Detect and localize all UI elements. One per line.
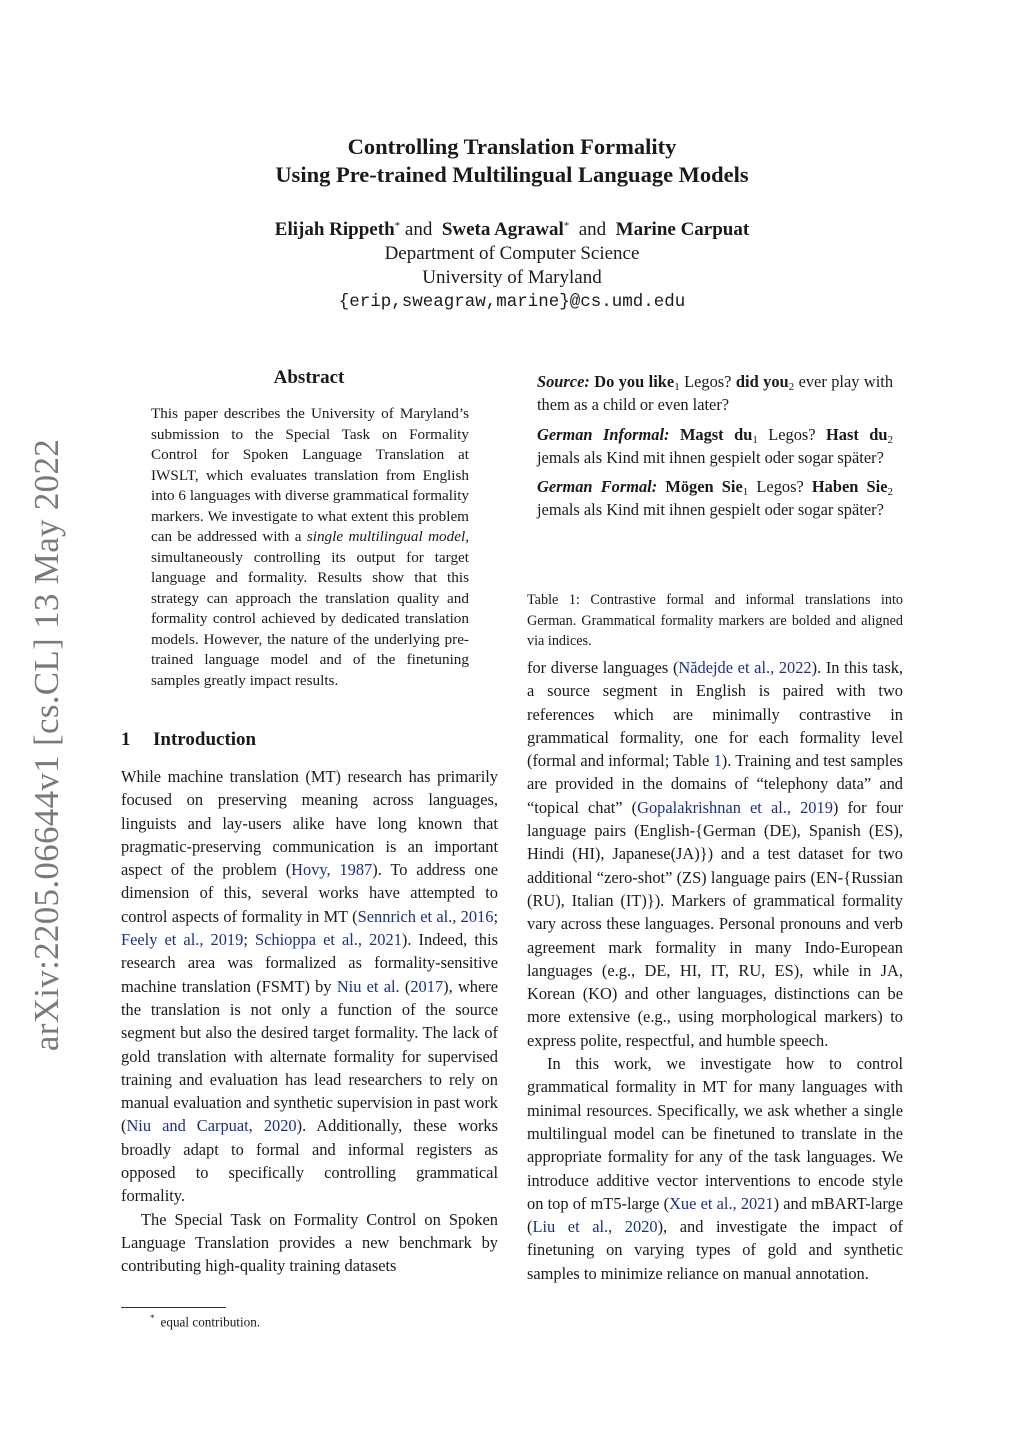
introduction-text bbox=[121, 765, 498, 1278]
paper-title bbox=[160, 133, 864, 189]
author-names: Elijah Rippeth* and Sweta Agrawal* and Marine Carpuat bbox=[274, 219, 750, 240]
table-caption: Table 1: Contrastive formal and informal translations into German. Grammatical formality markers are bolded and aligned via indices. bbox=[527, 592, 903, 649]
citation-link[interactable]: Feely et al., 2019 bbox=[121, 930, 244, 950]
citation-link[interactable]: Hovy, 1987 bbox=[291, 860, 373, 880]
citation-link[interactable]: Niu and Carpuat, 2020 bbox=[126, 1116, 297, 1136]
citation-link[interactable]: Gopalakrishnan et al., 2019 bbox=[637, 797, 833, 817]
citation-link[interactable]: Sennrich et al., 2016 bbox=[357, 906, 494, 926]
section-heading-introduction: 1 Introduction bbox=[121, 729, 257, 750]
citation-link[interactable]: Xue et al., 2021 bbox=[669, 1193, 774, 1213]
citation-link[interactable]: Niu et al. bbox=[336, 976, 400, 996]
example-source: Source: Do you like$_1$ Legos? did you$_2$ ever play with them as a child or even later? bbox=[537, 372, 894, 415]
citation-link[interactable]: Liu et al., 2020 bbox=[532, 1217, 658, 1237]
right-paragraph-2: In this work, we investigate how to control grammatical formality in MT for many languages with minimal resources. Specifically, we ask whether a single multilingual model can be finetuned to translate in the appropriate formality for any of the task languages. We introduce additive vector interventions to encode style on top of mT5-large (Xue et al., 2021) and mBART-large (Liu et al., 2020), and investigate the impact of finetuning on varying types of gold and synthetic samples to minimize reliance on manual annotation. bbox=[527, 1054, 904, 1283]
author-carpuat: Marine Carpuat bbox=[615, 219, 750, 240]
author-agrawal: Sweta Agrawal bbox=[441, 219, 564, 240]
author-block bbox=[160, 218, 864, 314]
citation-link[interactable]: Nădejde et al., 2022 bbox=[678, 658, 812, 677]
citation-link[interactable]: Schioppa et al., 2021 bbox=[254, 930, 402, 950]
table-reference-link[interactable]: 1 bbox=[713, 751, 722, 771]
abstract-heading: Abstract bbox=[273, 367, 345, 388]
right-column-text bbox=[527, 656, 903, 1285]
arxiv-id: arXiv:2205.06644v1 [cs.CL] 13 May 2022 bbox=[27, 438, 66, 1052]
abstract-text: This paper describes the University of Maryland’s submission to the Special Task on Formality Control for Spoken Language Translation at IWSLT, which evaluates translation from English into 6 languages with diverse grammatical formality markers. We investigate to what extent this problem can be addressed with a single multilingual model, simultaneously controlling its output for target language and formality. Results show that this strategy can approach the translation quality and formality control achieved by dedicated translation models. However, the nature of the underlying pre-trained language model and of the finetuning samples greatly impact results. bbox=[151, 405, 470, 689]
affiliation-department: Department of Computer Science bbox=[384, 243, 640, 264]
intro-paragraph-2: The Special Task on Formality Control on Spoken Language Translation provides a new benchmark by contributing high-quality training datasets bbox=[121, 1209, 498, 1276]
title-line-2: Using Pre-trained Multilingual Language Models bbox=[275, 162, 749, 187]
footnote-divider bbox=[121, 1307, 226, 1308]
example-german-formal: German Formal: Mögen Sie$_1$ Legos? Haben Sie$_2$ jemals als Kind mit ihnen gespielt oder sogar später? bbox=[537, 477, 893, 520]
example-german-informal: German Informal: Magst $du_1$ Legos? Hast $du_2$ jemals als Kind mit ihnen gespielt oder sogar später? bbox=[537, 424, 893, 467]
citation-link[interactable]: 2017 bbox=[410, 976, 444, 996]
footnote: * equal contribution. bbox=[150, 1313, 261, 1330]
author-rippeth: Elijah Rippeth bbox=[274, 219, 395, 240]
title-line-1: Controlling Translation Formality bbox=[347, 134, 677, 159]
translation-examples bbox=[537, 370, 893, 528]
affiliation-university: University of Maryland bbox=[422, 267, 602, 288]
author-email: {erip,sweagraw,marine}@cs.umd.edu bbox=[338, 292, 686, 312]
right-paragraph-1: for diverse languages (Nădejde et al., 2022). In this task, a source segment in English is paired with two references which are minimally contrastive in grammatical formality, one for each formality level (formal and informal; Table 1). Training and test samples are provided in the domains of “telephony data” and “topical chat” (Gopalakrishnan et al., 2019) for four language pairs (English-{German (DE), Spanish (ES), Hindi (HI), Japanese(JA)}) and a test dataset for two additional “zero-shot” (ZS) language pairs (EN-{Russian (RU), Italian (IT)}). Markers of grammatical formality vary across these languages. Personal pronouns and verb agreement mark formality in many Indo-European languages (e.g., DE, HI, IT, RU, ES), while in JA, Korean (KO) and other languages, distinctions can be more extensive (e.g., using morphological markers) to express polite, respectful, and humble speech. bbox=[527, 658, 904, 1050]
arxiv-sidebar-stamp bbox=[22, 440, 72, 1050]
intro-paragraph-1: While machine translation (MT) research has primarily focused on preserving meaning across languages, linguists and lay-users alike have long known that pragmatic-preserving communication is an important aspect of the problem (Hovy, 1987). To address one dimension of this, several works have attempted to control aspects of formality in MT (Sennrich et al., 2016; Feely et al., 2019; Schioppa et al., 2021). Indeed, this research area was formalized as formality-sensitive machine translation (FSMT) by Niu et al. (2017), where the translation is not only a function of the source segment but also the desired target formality. The lack of gold translation with alternate formality for supervised training and evaluation has lead researchers to rely on manual evaluation and synthetic supervision in past work (Niu and Carpuat, 2020). Additionally, these works broadly adapt to formal and informal registers as opposed to specifically controlling grammatical formality. bbox=[121, 767, 499, 1206]
